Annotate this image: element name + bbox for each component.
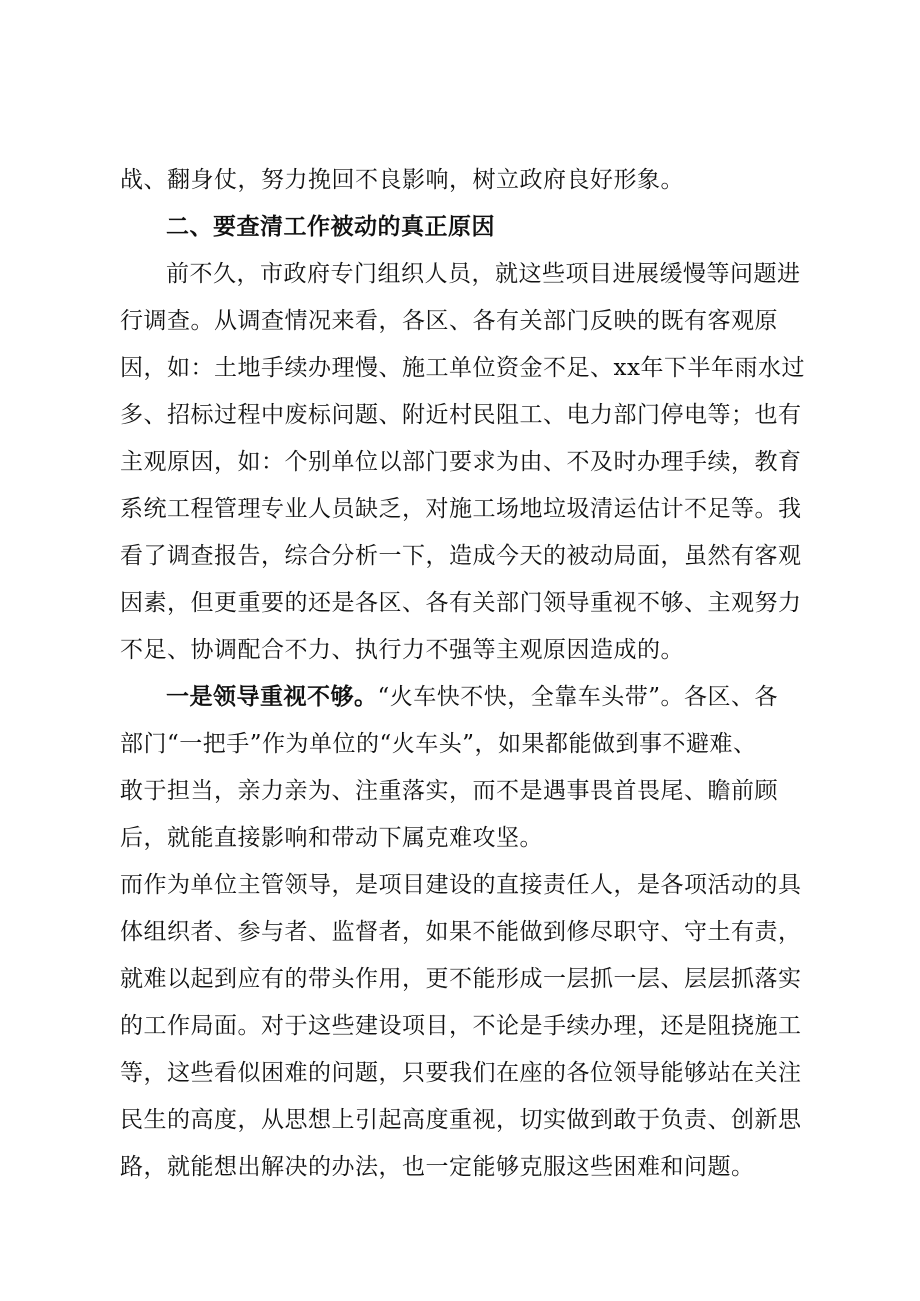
text-line: 敢于担当，亲力亲为、注重落实，而不是遇事畏首畏尾、瞻前顾 bbox=[120, 778, 778, 804]
text-line: 因素，但更重要的还是各区、各有关部门领导重视不够、主观努力 bbox=[120, 590, 802, 616]
text-line: 体组织者、参与者、监督者，如果不能做到修尽职守、守土有责， bbox=[120, 919, 802, 945]
text-line: 而作为单位主管领导，是项目建设的直接责任人，是各项活动的具 bbox=[120, 872, 802, 898]
text-line: 路，就能想出解决的办法，也一定能够克服这些困难和问题。 bbox=[120, 1154, 755, 1180]
text-line: 民生的高度，从思想上引起高度重视，切实做到敢于负责、创新思 bbox=[120, 1107, 802, 1133]
text-line: 等，这些看似困难的问题，只要我们在座的各位领导能够站在关注 bbox=[120, 1060, 802, 1086]
text-line: 前不久，市政府专门组织人员，就这些项目进展缓慢等问题进 bbox=[166, 261, 801, 287]
text-line: 多、招标过程中废标问题、附近村民阻工、电力部门停电等；也有 bbox=[120, 402, 802, 428]
text-line: 系统工程管理专业人员缺乏，对施工场地垃圾清运估计不足等。我 bbox=[120, 496, 802, 522]
text-line-rest: “火车快不快，全靠车头带”。各区、各 bbox=[377, 684, 779, 710]
text-line: 后，就能直接影响和带动下属克难攻坚。 bbox=[120, 825, 543, 851]
section-heading: 二、要查清工作被动的真正原因 bbox=[166, 213, 495, 240]
text-line: 看了调查报告，综合分析一下，造成今天的被动局面，虽然有客观 bbox=[120, 543, 802, 569]
text-line bbox=[0, 677, 920, 717]
text-line: 部门“一把手”作为单位的“火车头”，如果都能做到事不避难、 bbox=[120, 731, 757, 757]
text-line: 因，如：土地手续办理慢、施工单位资金不足、xx年下半年雨水过 bbox=[120, 355, 805, 381]
text-line: 战、翻身仗，努力挽回不良影响，树立政府良好形象。 bbox=[120, 167, 684, 193]
text-line: 就难以起到应有的带头作用，更不能形成一层抓一层、层层抓落实 bbox=[120, 966, 802, 992]
text-line: 主观原因，如：个别单位以部门要求为由、不及时办理手续，教育 bbox=[120, 449, 802, 475]
bold-lead-text: 一是领导重视不够。 bbox=[166, 683, 378, 710]
text-line: 的工作局面。对于这些建设项目，不论是手续办理，还是阻挠施工 bbox=[120, 1013, 802, 1039]
text-line: 行调查。从调查情况来看，各区、各有关部门反映的既有客观原 bbox=[120, 308, 778, 334]
text-line: 不足、协调配合不力、执行力不强等主观原因造成的。 bbox=[120, 637, 684, 663]
